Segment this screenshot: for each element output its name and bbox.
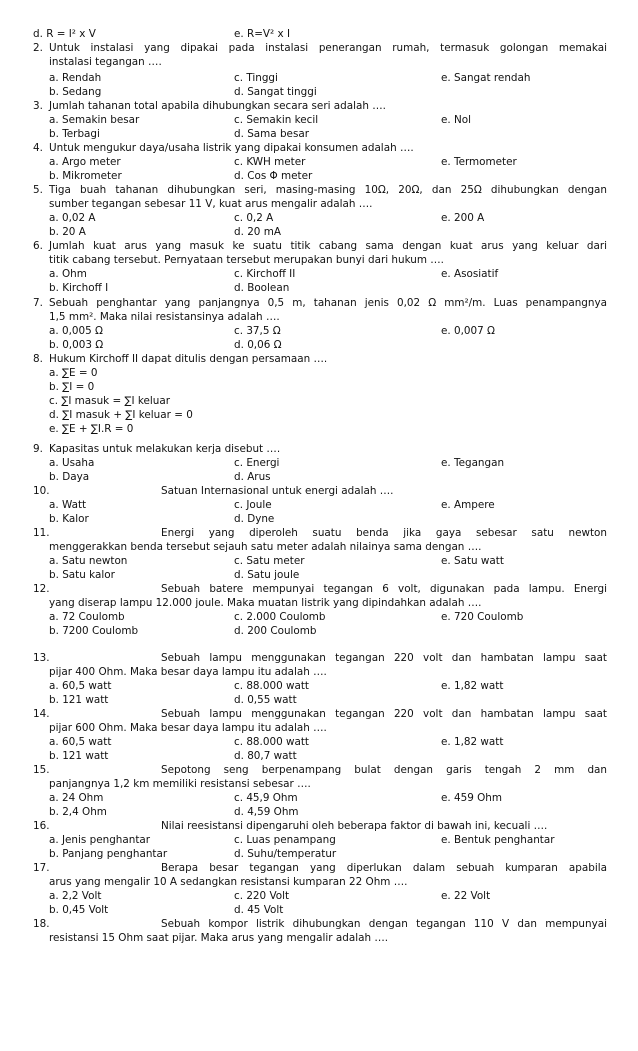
q3-text-line1: Jumlah tahanan total apabila dihubungkan secara seri adalah …. bbox=[49, 100, 386, 112]
q7-option-d: d. 0,06 Ω bbox=[234, 339, 282, 351]
q6-option-b: b. Kirchoff I bbox=[49, 282, 109, 294]
q7-text-line2: 1,5 mm². Maka nilai resistansinya adalah …. bbox=[49, 311, 280, 323]
q9-option-c: c. Energi bbox=[234, 457, 280, 469]
q3-number: 3. bbox=[33, 100, 43, 112]
q2-option-e: e. Sangat rendah bbox=[441, 72, 531, 84]
q15-option-e: e. 459 Ohm bbox=[441, 792, 503, 804]
q11-option-c: c. Satu meter bbox=[234, 555, 305, 567]
q9-option-e: e. Tegangan bbox=[441, 457, 505, 469]
q6-option-e: e. Asosiatif bbox=[441, 268, 499, 280]
q18-text-line2: resistansi 15 Ohm saat pijar. Maka arus yang mengalir adalah …. bbox=[49, 932, 389, 944]
q11-text-line1: Energi yang diperoleh suatu benda jika gaya sebesar satu newton bbox=[161, 527, 607, 539]
q12-option-a: a. 72 Coulomb bbox=[49, 611, 125, 623]
q17-number: 17. bbox=[33, 862, 50, 874]
q7-option-b: b. 0,003 Ω bbox=[49, 339, 104, 351]
q12-option-d: d. 200 Coulomb bbox=[234, 625, 317, 637]
q14-text-line2: pijar 600 Ohm. Maka besar daya lampu itu adalah …. bbox=[49, 722, 327, 734]
q16-option-b: b. Panjang penghantar bbox=[49, 848, 168, 860]
q12-text-line2: yang diserap lampu 12.000 joule. Maka muatan listrik yang dipindahkan adalah …. bbox=[49, 597, 482, 609]
q9-option-d: d. Arus bbox=[234, 471, 271, 483]
q3-option-b: b. Terbagi bbox=[49, 128, 100, 140]
q7-option-a: a. 0,005 Ω bbox=[49, 325, 103, 337]
q8-option-e: e. ∑E + ∑I.R = 0 bbox=[49, 423, 134, 435]
q9-option-b: b. Daya bbox=[49, 471, 90, 483]
q13-option-b: b. 121 watt bbox=[49, 694, 109, 706]
q15-option-c: c. 45,9 Ohm bbox=[234, 792, 298, 804]
q14-option-c: c. 88.000 watt bbox=[234, 736, 309, 748]
q10-option-c: c. Joule bbox=[234, 499, 272, 511]
q14-option-b: b. 121 watt bbox=[49, 750, 109, 762]
q9-option-a: a. Usaha bbox=[49, 457, 95, 469]
q3-option-d: d. Sama besar bbox=[234, 128, 309, 140]
q11-number: 11. bbox=[33, 527, 50, 539]
q4-option-c: c. KWH meter bbox=[234, 156, 306, 168]
q10-text-line1: Satuan Internasional untuk energi adalah …. bbox=[161, 485, 394, 497]
q16-option-d: d. Suhu/temperatur bbox=[234, 848, 337, 860]
q4-option-e: e. Termometer bbox=[441, 156, 517, 168]
q14-number: 14. bbox=[33, 708, 50, 720]
q10-option-b: b. Kalor bbox=[49, 513, 89, 525]
q15-option-a: a. 24 Ohm bbox=[49, 792, 104, 804]
q18-text-line1: Sebuah kompor listrik dihubungkan dengan tegangan 110 V dan mempunyai bbox=[161, 918, 607, 930]
q14-option-a: a. 60,5 watt bbox=[49, 736, 112, 748]
q15-option-d: d. 4,59 Ohm bbox=[234, 806, 299, 818]
q2-option-a: a. Rendah bbox=[49, 72, 102, 84]
q6-option-d: d. Boolean bbox=[234, 282, 290, 294]
q15-text-line1: Sepotong seng berpenampang bulat dengan garis tengah 2 mm dan bbox=[161, 764, 607, 776]
q11-option-d: d. Satu joule bbox=[234, 569, 300, 581]
q8-option-b: b. ∑I = 0 bbox=[49, 381, 95, 393]
q5-option-b: b. 20 A bbox=[49, 226, 86, 238]
q12-option-c: c. 2.000 Coulomb bbox=[234, 611, 326, 623]
q14-text-line1: Sebuah lampu menggunakan tegangan 220 volt dan hambatan lampu saat bbox=[161, 708, 607, 720]
q3-option-c: c. Semakin kecil bbox=[234, 114, 319, 126]
q5-option-e: e. 200 A bbox=[441, 212, 485, 224]
q16-number: 16. bbox=[33, 820, 50, 832]
q15-option-b: b. 2,4 Ohm bbox=[49, 806, 107, 818]
q2-option-c: c. Tinggi bbox=[234, 72, 278, 84]
q7-option-e: e. 0,007 Ω bbox=[441, 325, 495, 337]
q17-text-line1: Berapa besar tegangan yang diperlukan dalam sebuah kumparan apabila bbox=[161, 862, 607, 874]
q7-text-line1: Sebuah penghantar yang panjangnya 0,5 m, tahanan jenis 0,02 Ω mm²/m. Luas penampangnya bbox=[49, 297, 607, 309]
q8-text-line1: Hukum Kirchoff II dapat ditulis dengan persamaan …. bbox=[49, 353, 328, 365]
q6-option-c: c. Kirchoff II bbox=[234, 268, 296, 280]
q17-option-a: a. 2,2 Volt bbox=[49, 890, 102, 902]
q17-option-e: e. 22 Volt bbox=[441, 890, 491, 902]
q6-number: 6. bbox=[33, 240, 43, 252]
q6-text-line1: Jumlah kuat arus yang masuk ke suatu titik cabang sama dengan kuat arus yang keluar dari bbox=[49, 240, 607, 252]
q14-option-d: d. 80,7 watt bbox=[234, 750, 297, 762]
q17-option-c: c. 220 Volt bbox=[234, 890, 290, 902]
q4-option-b: b. Mikrometer bbox=[49, 170, 122, 182]
q5-option-c: c. 0,2 A bbox=[234, 212, 274, 224]
q8-option-d: d. ∑I masuk + ∑I keluar = 0 bbox=[49, 409, 193, 421]
q2-number: 2. bbox=[33, 42, 43, 54]
q13-text-line2: pijar 400 Ohm. Maka besar daya lampu itu adalah …. bbox=[49, 666, 327, 678]
q17-option-b: b. 0,45 Volt bbox=[49, 904, 109, 916]
q12-number: 12. bbox=[33, 583, 50, 595]
q9-number: 9. bbox=[33, 443, 43, 455]
q12-option-e: e. 720 Coulomb bbox=[441, 611, 524, 623]
q5-text-line1: Tiga buah tahanan dihubungkan seri, masing-masing 10Ω, 20Ω, dan 25Ω dihubungkan dengan bbox=[49, 184, 607, 196]
q3-option-a: a. Semakin besar bbox=[49, 114, 140, 126]
q10-number: 10. bbox=[33, 485, 50, 497]
q10-option-a: a. Watt bbox=[49, 499, 87, 511]
q17-text-line2: arus yang mengalir 10 A sedangkan resistansi kumparan 22 Ohm …. bbox=[49, 876, 408, 888]
q16-text-line1: Nilai reesistansi dipengaruhi oleh beberapa faktor di bawah ini, kecuali …. bbox=[161, 820, 548, 832]
q4-text-line1: Untuk mengukur daya/usaha listrik yang dipakai konsumen adalah …. bbox=[49, 142, 414, 154]
q5-text-line2: sumber tegangan sebesar 11 V, kuat arus mengalir adalah …. bbox=[49, 198, 373, 210]
q16-option-c: c. Luas penampang bbox=[234, 834, 336, 846]
q11-option-a: a. Satu newton bbox=[49, 555, 128, 567]
q10-option-d: d. Dyne bbox=[234, 513, 275, 525]
q6-text-line2: titik cabang tersebut. Pernyataan tersebut merupakan bunyi dari hukum …. bbox=[49, 254, 444, 266]
q4-option-a: a. Argo meter bbox=[49, 156, 121, 168]
q13-option-c: c. 88.000 watt bbox=[234, 680, 309, 692]
q18-number: 18. bbox=[33, 918, 50, 930]
q13-option-a: a. 60,5 watt bbox=[49, 680, 112, 692]
q10-option-e: e. Ampere bbox=[441, 499, 495, 511]
q13-number: 13. bbox=[33, 652, 50, 664]
q16-option-a: a. Jenis penghantar bbox=[49, 834, 151, 846]
q1-option-d: d. R = I² x V bbox=[33, 28, 96, 40]
q11-option-b: b. Satu kalor bbox=[49, 569, 115, 581]
q13-text-line1: Sebuah lampu menggunakan tegangan 220 volt dan hambatan lampu saat bbox=[161, 652, 607, 664]
q7-option-c: c. 37,5 Ω bbox=[234, 325, 281, 337]
q2-option-d: d. Sangat tinggi bbox=[234, 86, 317, 98]
q5-option-d: d. 20 mA bbox=[234, 226, 281, 238]
q3-option-e: e. Nol bbox=[441, 114, 472, 126]
q15-number: 15. bbox=[33, 764, 50, 776]
q2-text-line2: instalasi tegangan …. bbox=[49, 56, 162, 68]
q11-text-line2: menggerakkan benda tersebut sejauh satu meter adalah nilainya sama dengan …. bbox=[49, 541, 482, 553]
q9-text-line1: Kapasitas untuk melakukan kerja disebut …. bbox=[49, 443, 281, 455]
q4-number: 4. bbox=[33, 142, 43, 154]
q8-number: 8. bbox=[33, 353, 43, 365]
q1-option-e: e. R=V² x I bbox=[234, 28, 291, 40]
q17-option-d: d. 45 Volt bbox=[234, 904, 284, 916]
q16-option-e: e. Bentuk penghantar bbox=[441, 834, 555, 846]
q7-number: 7. bbox=[33, 297, 43, 309]
q5-number: 5. bbox=[33, 184, 43, 196]
q11-option-e: e. Satu watt bbox=[441, 555, 504, 567]
q4-option-d: d. Cos Φ meter bbox=[234, 170, 313, 182]
q2-option-b: b. Sedang bbox=[49, 86, 102, 98]
q12-option-b: b. 7200 Coulomb bbox=[49, 625, 139, 637]
q14-option-e: e. 1,82 watt bbox=[441, 736, 504, 748]
q12-text-line1: Sebuah batere mempunyai tegangan 6 volt, digunakan pada lampu. Energi bbox=[161, 583, 607, 595]
q8-option-a: a. ∑E = 0 bbox=[49, 367, 98, 379]
q6-option-a: a. Ohm bbox=[49, 268, 87, 280]
q13-option-e: e. 1,82 watt bbox=[441, 680, 504, 692]
q8-option-c: c. ∑I masuk = ∑I keluar bbox=[49, 395, 171, 407]
q5-option-a: a. 0,02 A bbox=[49, 212, 96, 224]
q15-text-line2: panjangnya 1,2 km memiliki resistansi sebesar …. bbox=[49, 778, 311, 790]
q13-option-d: d. 0,55 watt bbox=[234, 694, 297, 706]
q2-text-line1: Untuk instalasi yang dipakai pada instalasi penerangan rumah, termasuk golongan memakai bbox=[49, 42, 607, 54]
